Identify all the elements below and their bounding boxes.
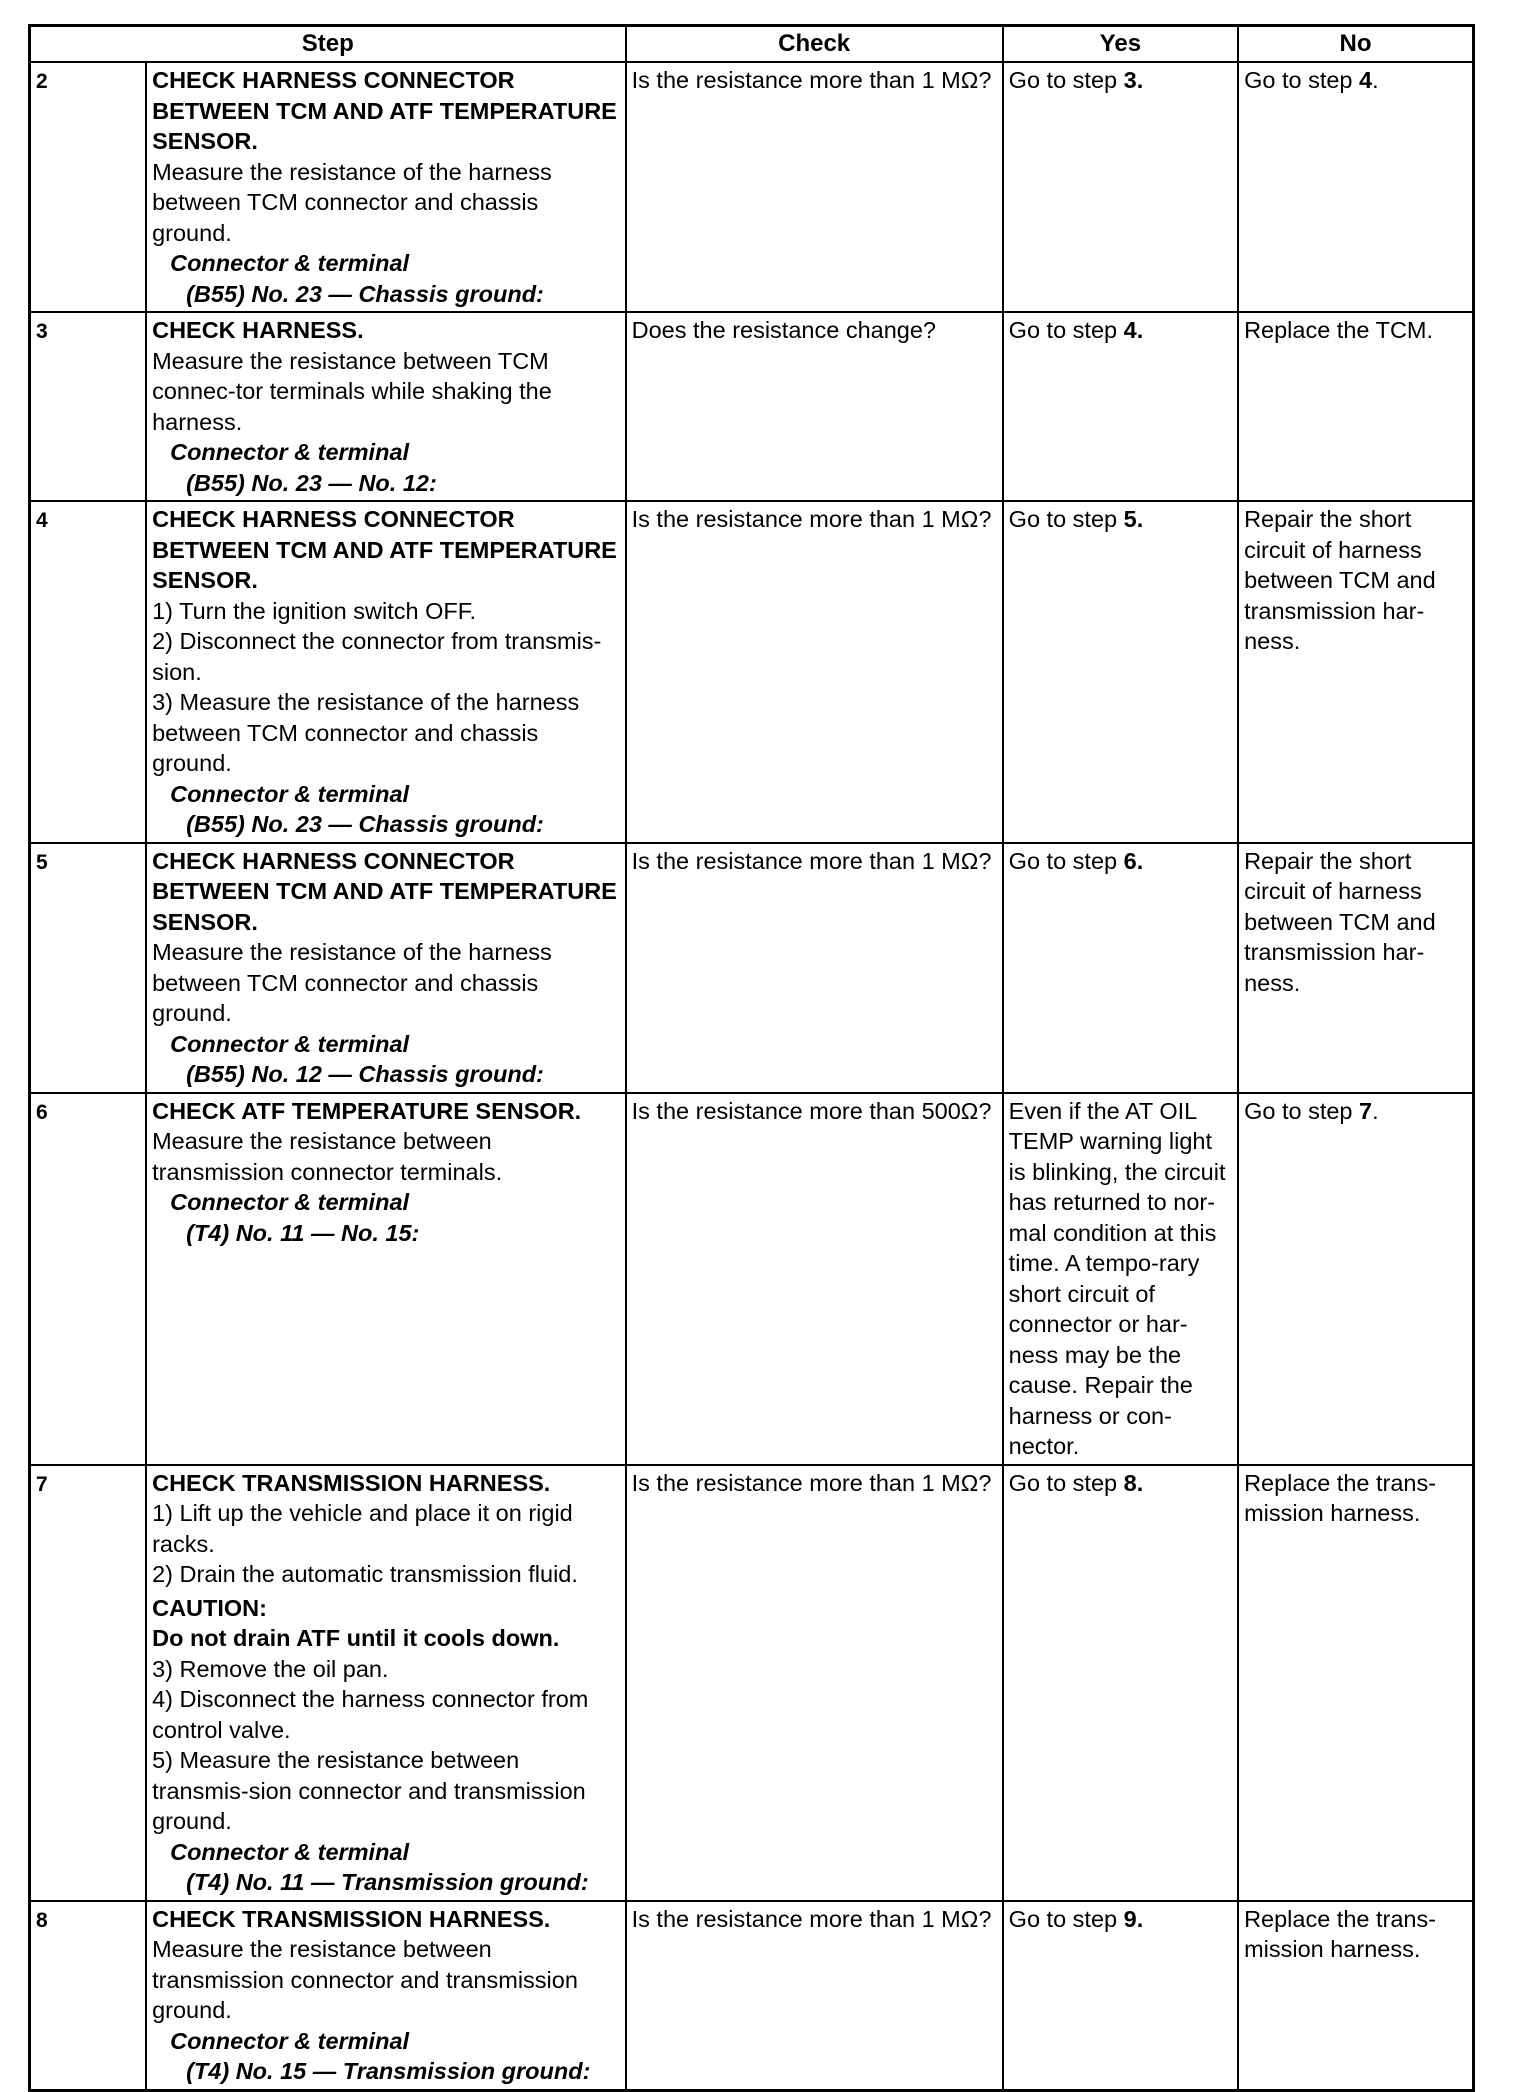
yes-cell: Even if the AT OIL TEMP warning light is blinking, the circuit has returned to nor-mal condition at this time. A tempo-rary short circuit of connector or har-ness may be the cause. Repair the harness or con-nector. [1003, 1093, 1238, 1465]
check-cell: Is the resistance more than 1 MΩ? [626, 501, 1003, 843]
yes-step-ref: 8 [1123, 1469, 1137, 1496]
yes-step-ref: 3 [1123, 67, 1137, 93]
step-instruction: 4) Disconnect the harness connector from control valve. [152, 1686, 589, 1743]
connector-label: Connector & terminal [170, 1838, 410, 1865]
connector-label: Connector & terminal [170, 250, 410, 276]
table-row [30, 62, 1474, 312]
step-number: 5 [36, 850, 48, 874]
no-cell: Repair the short circuit of harness between TCM and transmission har-ness. [1238, 501, 1473, 843]
step-number-cell [30, 1465, 147, 1901]
check-cell: Is the resistance more than 1 MΩ? [626, 843, 1003, 1093]
yes-suffix: . [1136, 1469, 1144, 1496]
diagnostic-table [28, 24, 1475, 2092]
connector-value: (T4) No. 11 — Transmission ground: [186, 1869, 589, 1895]
step-cell [146, 62, 626, 312]
no-cell: Replace the trans-mission harness. [1238, 1901, 1473, 2091]
yes-suffix: . [1136, 317, 1144, 343]
connector-value: (B55) No. 23 — Chassis ground: [186, 280, 544, 307]
header-check: Check [626, 26, 1003, 63]
yes-step-ref: 6 [1123, 847, 1137, 874]
step-instruction: 3) Remove the oil pan. [152, 1655, 389, 1682]
yes-cell [1003, 1465, 1238, 1901]
yes-suffix: . [1136, 1905, 1144, 1932]
yes-prefix: Go to step [1008, 506, 1124, 532]
connector-value: (T4) No. 15 — Transmission ground: [186, 2058, 591, 2084]
step-cell [146, 1901, 626, 2091]
no-cell [1238, 62, 1473, 312]
step-title: CHECK ATF TEMPERATURE SENSOR. [152, 1097, 582, 1124]
step-instruction: 2) Drain the automatic transmission fluid. [152, 1561, 578, 1587]
step-cell [146, 1093, 626, 1465]
step-number: 3 [36, 320, 48, 343]
step-title: CHECK TRANSMISSION HARNESS. [152, 1905, 551, 1932]
no-step-ref: 7 [1359, 1097, 1373, 1124]
no-step-ref: 4 [1359, 67, 1373, 93]
check-cell: Is the resistance more than 1 MΩ? [626, 62, 1003, 312]
step-instruction: Measure the resistance between TCM connec-tor terminals while shaking the harness. [152, 347, 552, 435]
step-instruction: Measure the resistance between transmission connector and transmission ground. [152, 1936, 578, 2023]
connector-label: Connector & terminal [170, 1030, 410, 1057]
step-number-cell [30, 312, 147, 501]
step-number: 4 [36, 509, 48, 532]
table-row [30, 1465, 1474, 1901]
yes-prefix: Go to step [1008, 1469, 1124, 1496]
check-cell: Is the resistance more than 500Ω? [626, 1093, 1003, 1465]
step-number-cell [30, 1093, 147, 1465]
yes-cell [1003, 312, 1238, 501]
header-step: Step [30, 26, 626, 63]
yes-prefix: Go to step [1008, 1905, 1124, 1932]
caution-heading: CAUTION: [152, 1594, 267, 1621]
no-suffix: . [1372, 67, 1379, 93]
step-title: CHECK TRANSMISSION HARNESS. [152, 1469, 551, 1496]
table-row [30, 1901, 1474, 2091]
no-cell [1238, 1093, 1473, 1465]
check-cell: Is the resistance more than 1 MΩ? [626, 1465, 1003, 1901]
step-number: 7 [36, 1472, 48, 1496]
step-instruction: Measure the resistance of the harness between TCM connector and chassis ground. [152, 939, 552, 1026]
connector-label: Connector & terminal [170, 780, 410, 807]
no-prefix: Go to step [1244, 67, 1360, 93]
step-instruction: 5) Measure the resistance between transmis-sion connector and transmission ground. [152, 1747, 586, 1834]
step-instruction: 1) Lift up the vehicle and place it on rigid racks. [152, 1500, 573, 1557]
check-cell: Does the resistance change? [626, 312, 1003, 501]
yes-cell [1003, 843, 1238, 1093]
yes-cell [1003, 1901, 1238, 2091]
step-instruction: Measure the resistance of the harness between TCM connector and chassis ground. [152, 158, 552, 246]
step-number-cell [30, 843, 147, 1093]
step-number: 2 [36, 70, 48, 93]
table-row [30, 312, 1474, 501]
yes-prefix: Go to step [1008, 317, 1124, 343]
caution-text: Do not drain ATF until it cools down. [152, 1625, 560, 1651]
connector-label: Connector & terminal [170, 1189, 410, 1215]
step-title: CHECK HARNESS CONNECTOR BETWEEN TCM AND ATF TEMPERATURE SENSOR. [152, 67, 617, 154]
step-number-cell [30, 62, 147, 312]
step-title: CHECK HARNESS CONNECTOR BETWEEN TCM AND ATF TEMPERATURE SENSOR. [152, 847, 617, 935]
step-cell [146, 843, 626, 1093]
connector-value: (B55) No. 23 — No. 12: [186, 469, 437, 496]
check-cell: Is the resistance more than 1 MΩ? [626, 1901, 1003, 2091]
step-instruction: 1) Turn the ignition switch OFF. [152, 597, 476, 624]
yes-step-ref: 5 [1123, 506, 1137, 532]
yes-step-ref: 9 [1123, 1905, 1137, 1932]
connector-value: (T4) No. 11 — No. 15: [186, 1219, 420, 1246]
connector-value: (B55) No. 23 — Chassis ground: [186, 811, 544, 837]
step-title: CHECK HARNESS CONNECTOR BETWEEN TCM AND ATF TEMPERATURE SENSOR. [152, 506, 617, 593]
table-row [30, 1093, 1474, 1465]
yes-prefix: Go to step [1008, 847, 1124, 874]
yes-suffix: . [1136, 847, 1144, 874]
header-row [30, 26, 1474, 63]
step-cell [146, 501, 626, 843]
no-cell: Replace the TCM. [1238, 312, 1473, 501]
connector-value: (B55) No. 12 — Chassis ground: [186, 1061, 544, 1087]
connector-label: Connector & terminal [170, 2027, 410, 2054]
yes-suffix: . [1136, 506, 1144, 532]
step-instruction: 3) Measure the resistance of the harness between TCM connector and chassis ground. [152, 689, 580, 776]
yes-cell [1003, 62, 1238, 312]
yes-suffix: . [1136, 67, 1144, 93]
yes-prefix: Go to step [1008, 67, 1124, 93]
no-cell: Replace the trans-mission harness. [1238, 1465, 1473, 1901]
step-title: CHECK HARNESS. [152, 317, 364, 343]
table-row [30, 501, 1474, 843]
step-number: 6 [36, 1100, 48, 1124]
step-number-cell [30, 501, 147, 843]
step-cell [146, 312, 626, 501]
step-cell [146, 1465, 626, 1901]
no-suffix: . [1372, 1097, 1379, 1124]
step-number-cell [30, 1901, 147, 2091]
step-number: 8 [36, 1908, 48, 1932]
step-instruction: Measure the resistance between transmission connector terminals. [152, 1128, 503, 1185]
no-cell: Repair the short circuit of harness between TCM and transmission har-ness. [1238, 843, 1473, 1093]
header-yes: Yes [1003, 26, 1238, 63]
connector-label: Connector & terminal [170, 439, 410, 465]
header-no: No [1238, 26, 1473, 63]
yes-cell [1003, 501, 1238, 843]
table-row [30, 843, 1474, 1093]
step-instruction: 2) Disconnect the connector from transmis-sion. [152, 628, 602, 685]
yes-step-ref: 4 [1123, 317, 1137, 343]
no-prefix: Go to step [1244, 1097, 1360, 1124]
